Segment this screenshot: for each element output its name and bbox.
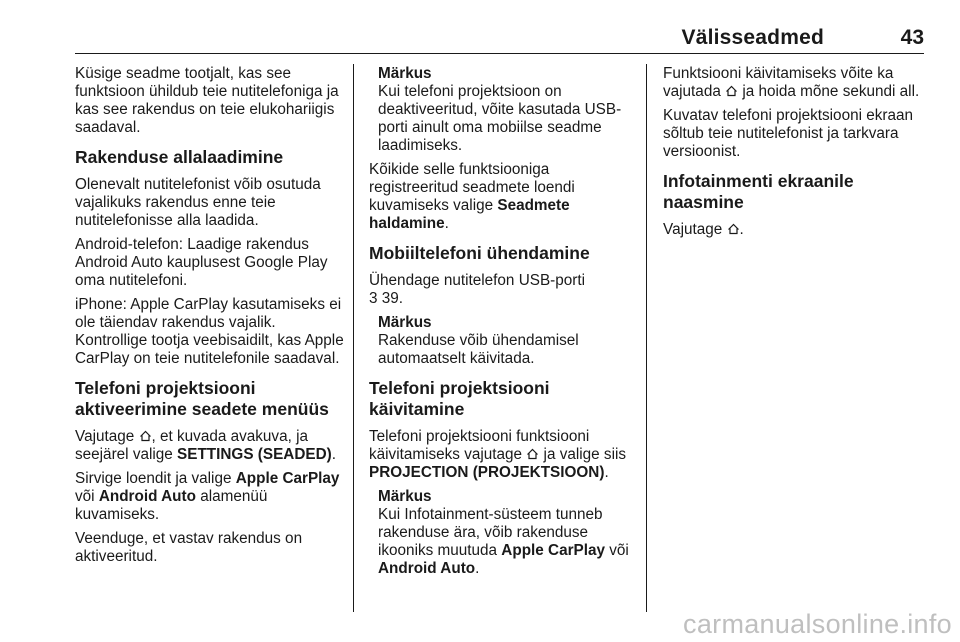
note-box [378,314,637,368]
heading-phone-connect: Mobiiltelefoni ühendamine [369,243,590,263]
arrow-icon: 3 [369,290,378,307]
note-title: Märkus [378,314,432,331]
column-divider-2 [646,64,647,612]
note-box [378,488,637,578]
paragraph: Kuvatav telefoni projektsiooni ekraan sõltub teie nutitelefonist ja tarkvara versioonist. [663,107,914,160]
heading-app-download: Rakenduse allalaadimine [75,147,284,167]
note-text: Kui telefoni projektsioon on deaktiveeritud, võite kasutada USB-porti ainult oma mobiilse seadme laadimiseks. [378,83,622,154]
paragraph: iPhone: Apple CarPlay kasutamiseks ei ole täiendav rakendus vajalik. Kontrollige tootja veebisaidilt, kas Apple CarPlay on teie nutitelefonile saadaval. [75,296,344,367]
column-3 [663,65,929,245]
home-icon [526,448,539,460]
paragraph: Küsige seadme tootjalt, kas see funktsioon ühildub teie nutitelefoniga ja kas see rakendus on teie elukohariigis saadaval. [75,65,339,136]
paragraph: Vajutage . [663,221,744,238]
heading-activate-projection: Telefoni projektsiooni aktiveerimine seadete menüüs [75,378,329,419]
home-icon [725,85,738,97]
paragraph: Veenduge, et vastav rakendus on aktiveeritud. [75,530,303,565]
paragraph: Vajutage , et kuvada avakuva, ja seejärel valige SETTINGS (SEADED). [75,428,336,463]
header-divider [75,53,924,54]
paragraph: Android-telefon: Laadige rakendus Android Auto kauplusest Google Play oma nutitelefoni. [75,236,328,289]
paragraph: Ühendage nutitelefon USB-porti 3 39. [369,272,585,307]
column-divider-1 [353,64,354,612]
home-icon [727,223,740,235]
section-title: Välisseadmed [681,26,824,49]
column-2 [369,65,637,584]
page-number: 43 [900,26,924,49]
column-1 [75,65,347,572]
note-text: Rakenduse võib ühendamisel automaatselt käivitada. [378,332,579,367]
note-text: Kui Infotainment-süsteem tunneb rakenduse ära, võib rakenduse ikooniks muutuda Apple CarPlay või Android Auto. [378,506,629,577]
paragraph: Olenevalt nutitelefonist võib osutuda vajalikuks rakendus enne teie nutitelefonisse alla laadida. [75,176,321,229]
page-header [0,26,960,56]
heading-start-projection: Telefoni projektsiooni käivitamine [369,378,550,419]
watermark: carmanualsonline.info [683,609,952,639]
heading-return-infotainment: Infotainmenti ekraanile naasmine [663,171,854,212]
paragraph: Kõikide selle funktsiooniga registreeritud seadmete loendi kuvamiseks valige Seadmete haldamine. [369,161,575,232]
paragraph: Telefoni projektsiooni funktsiooni käivitamiseks vajutage ja valige siis PROJECTION (PROJEKTSIOON). [369,428,627,481]
paragraph: Sirvige loendit ja valige Apple CarPlay või Android Auto alamenüü kuvamiseks. [75,470,340,523]
paragraph: Funktsiooni käivitamiseks võite ka vajutada ja hoida mõne sekundi all. [663,65,920,100]
home-icon [139,430,152,442]
note-title: Märkus [378,488,432,505]
note-box [378,65,637,155]
note-title: Märkus [378,65,432,82]
